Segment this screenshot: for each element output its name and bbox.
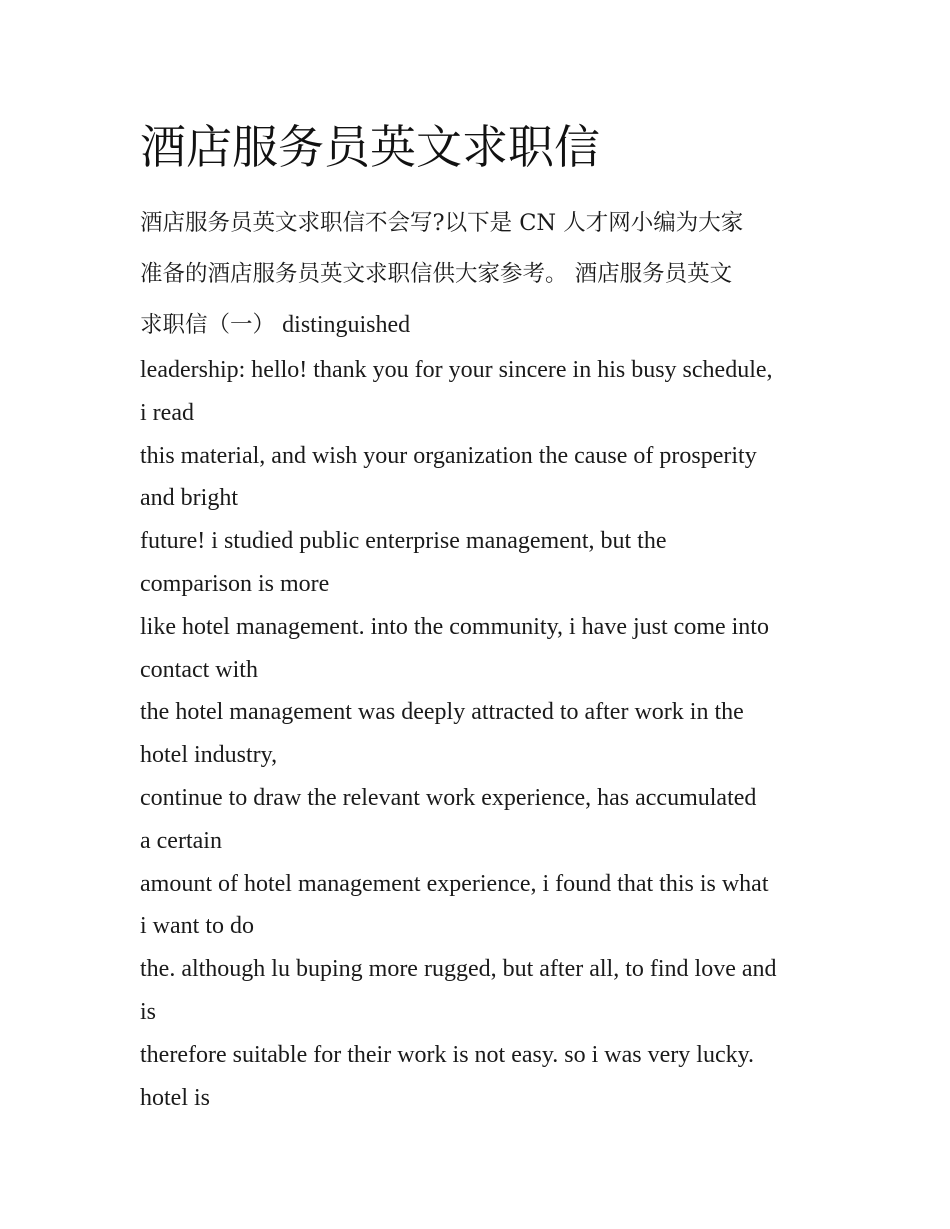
intro-line	[140, 302, 820, 353]
body-line: is	[140, 998, 157, 1025]
intro-paragraph	[140, 200, 820, 353]
body-line: and bright	[140, 485, 238, 512]
body-line: i read	[140, 399, 194, 426]
intro-line: 酒店服务员英文求职信不会写?以下是 CN 人才网小编为大家	[140, 210, 744, 236]
body-line: hotel industry,	[140, 742, 278, 769]
body-line: contact with	[140, 656, 258, 683]
body-line: continue to draw the relevant work experience, has accumulated	[140, 784, 757, 811]
body-line: hotel is	[140, 1084, 210, 1111]
body-line: a certain	[140, 827, 222, 854]
body-line: amount of hotel management experience, i found that this is what	[140, 870, 769, 897]
body-line: the. although lu buping more rugged, but after all, to find love and	[140, 956, 777, 983]
body-line: therefore suitable for their work is not easy. so i was very lucky.	[140, 1041, 755, 1068]
body-line: future! i studied public enterprise management, but the	[140, 528, 667, 555]
section-heading-cn: 求职信（一）	[140, 312, 276, 338]
body-line: the hotel management was deeply attracted to after work in the	[140, 699, 744, 726]
body-line: comparison is more	[140, 570, 330, 597]
body-line: i want to do	[140, 913, 254, 940]
section-heading-en: distinguished	[282, 312, 411, 338]
intro-line: 准备的酒店服务员英文求职信供大家参考。 酒店服务员英文	[140, 261, 733, 287]
body-line: leadership: hello! thank you for your sincere in his busy schedule,	[140, 357, 773, 383]
letter-body	[140, 349, 830, 1119]
body-line: like hotel management. into the community, i have just come into	[140, 613, 769, 640]
document-title: 酒店服务员英文求职信	[140, 120, 600, 174]
body-line: this material, and wish your organization the cause of prosperity	[140, 442, 757, 469]
